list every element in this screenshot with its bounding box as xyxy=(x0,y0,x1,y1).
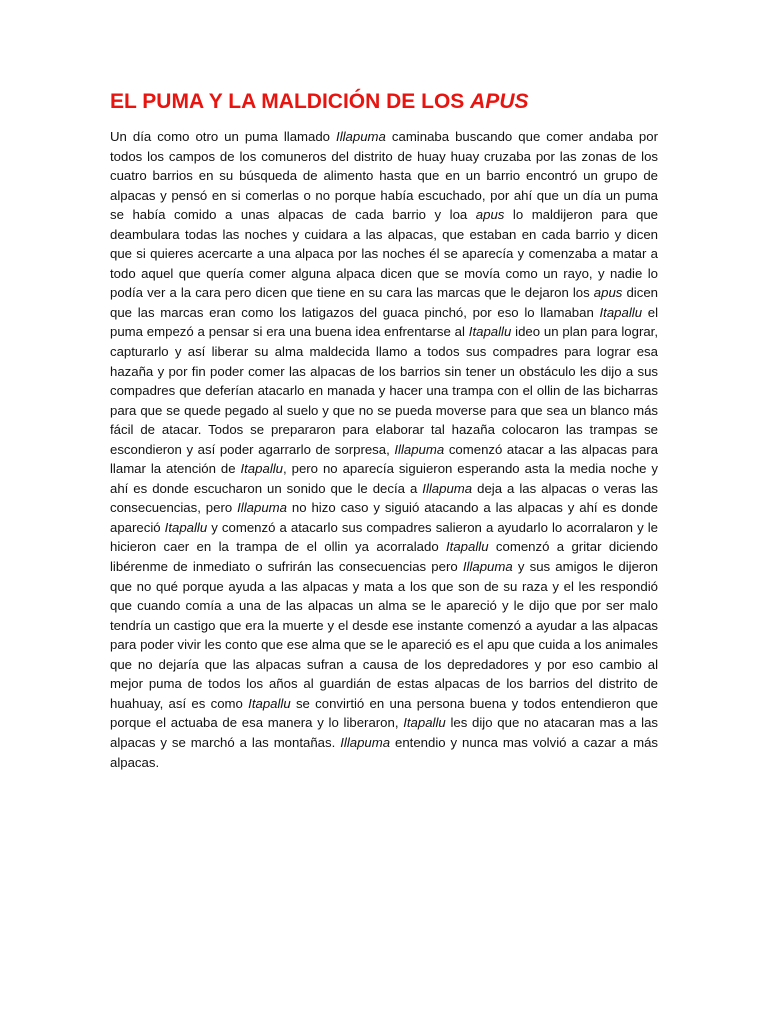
text-run: y comenzó a atacarlo sus compadres salieron a ayudarlo lo acorralaron y le hicieron caer en la trampa de el ollin ya acorralado xyxy=(110,519,658,555)
text-run: deja a las alpacas o veras las consecuencias, pero xyxy=(110,480,659,516)
story-paragraph xyxy=(110,127,658,772)
text-run: comenzó atacar a las alpacas para llamar la atención de xyxy=(110,441,659,477)
text-run: les dijo que no atacaran mas a las alpacas y se marchó a las montañas. xyxy=(110,715,658,750)
story-title xyxy=(110,88,670,116)
italic-name-run: Itapallu xyxy=(248,695,291,711)
text-run: lo maldijeron para que deambulara todas las noches y cuidara a las alpacas, que estaban en cada barrio y dicen que si quieres acercarte a una alpaca por las noches él se aparecía y comenzaba a matar a todo aquel que quería comer alguna alpaca dicen que se movía como un rayo, y nadie lo podía ver a la cara pero dicen que tiene en su cara las marcas que le dejaron los xyxy=(110,207,658,301)
text-run: se convirtió en una persona buena y todos entendieron que porque el actuaba de esa manera y lo liberaron, xyxy=(110,695,658,731)
text-run: caminaba buscando que comer andaba por todos los campos de los comuneros del distrito de huay huay cruzaba por las zonas de los cuatro barrios en su búsqueda de alimento hasta que en un barrio encontró un grupo de alpacas y pensó en si comerlas o no porque había escuchado, por ahí que un día un puma se había comido a unas alpacas de cada barrio y loa xyxy=(110,129,658,223)
text-run: , pero no aparecía siguieron esperando asta la media noche y ahí es donde escucharon un sonido que le decía a xyxy=(110,461,658,496)
text-run: ideo un plan para lograr, capturarlo y así liberar su alma maldecida llamo a todos sus compadres para lograr esa hazaña y por fin poder comer las alpacas de los barrios sin tener un obstáculo les dijo a sus compadres que deferían atacarlo en manada y hacer una trampa con el ollin de las bicharras para que se quede pegado al suelo y que no se pueda moverse para que sea un blanco más fácil de atacar. Todos se prepararon para elaborar tal hazaña colocaron las trampas se escondieron y así poder agarrarlo de sorpresa, xyxy=(110,324,659,457)
italic-name-run: Itapallu xyxy=(240,461,284,477)
text-run: entendio y nunca mas volvió a cazar a más alpacas. xyxy=(110,734,658,770)
italic-name-run: Illapuma xyxy=(462,559,513,575)
italic-name-run: Itapallu xyxy=(403,715,446,731)
italic-name-run: Illapuma xyxy=(340,734,391,750)
italic-name-run: Itapallu xyxy=(599,304,643,320)
text-run: no hizo caso y siguió atacando a las alpacas y ahí es donde apareció xyxy=(110,500,658,535)
italic-name-run: apus xyxy=(475,207,505,223)
text-run: el puma empezó a pensar si era una buena idea enfrentarse al xyxy=(110,304,659,340)
italic-name-run: Itapallu xyxy=(446,539,489,555)
story-title-main: EL PUMA Y LA MALDICIÓN DE LOS xyxy=(110,90,471,113)
text-run: dicen que las marcas eran como los latigazos del guaca pinchó, por eso lo llamaban xyxy=(110,285,658,320)
italic-name-run: Illapuma xyxy=(422,480,473,496)
text-run: Un día como otro un puma llamado xyxy=(110,129,337,144)
italic-name-run: Illapuma xyxy=(237,500,287,516)
italic-name-run: Itapallu xyxy=(164,519,208,535)
italic-name-run: Itapallu xyxy=(468,324,512,340)
text-run: comenzó a gritar diciendo libérenme de inmediato o sufrirán las consecuencias pero xyxy=(110,539,658,575)
italic-name-run: Illapuma xyxy=(394,441,445,457)
text-run: y sus amigos le dijeron que no qué porque ayuda a las alpacas y mata a los que son de su raza y el les respondió que cuando comía a una de las alpacas un alma se le apareció y le dijo que por ser malo tendría un castigo que era la muerte y el desde ese instante comenzó a ayudar a las alpacas para poder vivir les conto que ese alma que se le apareció es el apu que cuida a los animales que no dejaría que las alpacas sufran a causa de los depredadores y por eso cambio al mejor puma de todos los años al guardián de estas alpacas de los barrios del distrito de huahuay, así es como xyxy=(110,559,658,711)
story-title-italic: APUS xyxy=(470,90,529,113)
italic-name-run: Illapuma xyxy=(336,129,386,144)
italic-name-run: apus xyxy=(593,285,623,301)
